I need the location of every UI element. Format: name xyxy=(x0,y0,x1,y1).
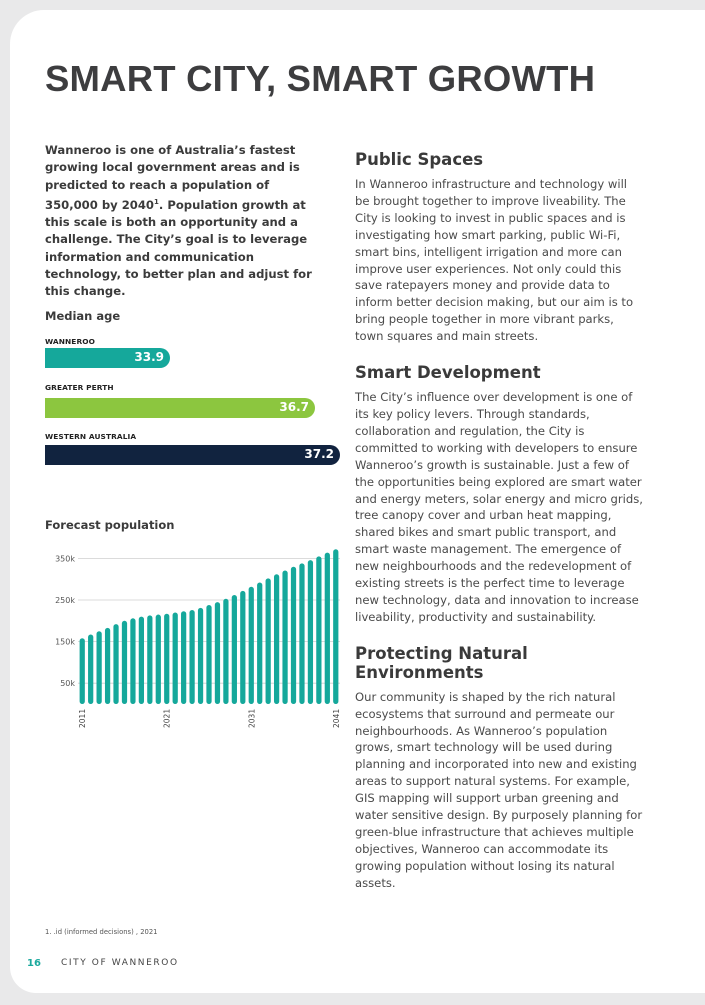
population-bar-2031 xyxy=(249,587,254,704)
population-bar-2018 xyxy=(139,617,144,704)
population-bar-2039 xyxy=(316,556,321,704)
population-bar-2023 xyxy=(181,611,186,704)
bar-value-wanneroo: 33.9 xyxy=(134,350,164,364)
section-protecting-natural-environments xyxy=(355,644,645,892)
section-body: In Wanneroo infrastructure and technology will be brought together to improve liveability. The City is looking to invest in public spaces and is investigating how smart parking, public Wi-Fi, smart bins, intelligent irrigation and more can improve user experiences. Not only could this save ratepayers money and provide data to inform better decision making, but our aim is to bring people together in more vibrant parks, town squares and main streets. xyxy=(355,177,634,344)
population-bar-2033 xyxy=(266,578,271,704)
section-heading: Smart Development xyxy=(355,363,541,383)
population-bar-2026 xyxy=(206,605,211,704)
forecast-population-heading: Forecast population xyxy=(45,518,175,532)
population-bar-2011 xyxy=(80,638,85,704)
population-bar-2020 xyxy=(156,615,161,704)
population-bar-2012 xyxy=(88,635,93,704)
section-heading: Public Spaces xyxy=(355,150,484,169)
population-bar-2021 xyxy=(164,614,169,704)
population-bar-2034 xyxy=(274,574,279,704)
y-tick-label: 150k xyxy=(55,637,75,647)
population-bar-2013 xyxy=(97,631,102,704)
population-bar-2030 xyxy=(240,591,245,704)
population-bar-2040 xyxy=(325,553,330,704)
bar-label-greater-perth: GREATER PERTH xyxy=(45,383,114,392)
population-bar-2027 xyxy=(215,602,220,704)
population-bar-2014 xyxy=(105,628,110,704)
population-bar-2025 xyxy=(198,608,203,704)
bar-western-australia xyxy=(45,445,340,465)
y-tick-label: 250k xyxy=(55,596,75,605)
right-column xyxy=(355,150,645,892)
page-title: SMART CITY, SMART GROWTH xyxy=(45,58,596,99)
page-number: 16 xyxy=(27,958,41,969)
population-bar-2037 xyxy=(299,563,304,704)
intro-text-continued: . Population growth at this scale is both an opportunity and a challenge. The City’s goal is to leverage information and communication technology, to better plan and adjust for this change. xyxy=(45,197,312,299)
x-tick-label: 2041 xyxy=(331,708,341,728)
population-bar-2017 xyxy=(130,618,135,704)
y-tick-label: 50k xyxy=(60,679,75,689)
intro-paragraph xyxy=(45,142,325,301)
population-bar-2038 xyxy=(308,560,313,704)
x-tick-label: 2021 xyxy=(162,708,172,728)
footer-org-name: CITY OF WANNEROO xyxy=(61,958,179,968)
x-tick-label: 2031 xyxy=(247,708,257,728)
population-bar-2029 xyxy=(232,595,237,704)
intro-text: Wanneroo is one of Australia’s fastest growing local government areas and is predicted to reach a population of 350,000 by 2040 xyxy=(45,143,300,212)
median-age-heading: Median age xyxy=(45,309,121,323)
bar-value-greater-perth: 36.7 xyxy=(279,400,309,414)
y-tick-label: 350k xyxy=(55,554,75,564)
bar-label-western-australia: WESTERN AUSTRALIA xyxy=(45,432,137,441)
population-bar-2035 xyxy=(282,570,287,704)
footnote-ref: 1 xyxy=(154,197,159,206)
population-bar-2028 xyxy=(223,599,228,704)
section-public-spaces xyxy=(355,150,645,345)
bar-value-western-australia: 37.2 xyxy=(304,447,334,461)
population-bar-2041 xyxy=(333,549,338,704)
bar-greater-perth xyxy=(45,398,315,418)
population-bar-2036 xyxy=(291,567,296,704)
population-bar-2015 xyxy=(113,624,118,704)
footnote: 1. .id (informed decisions) , 2021 xyxy=(45,928,158,936)
x-tick-label: 2011 xyxy=(78,708,88,728)
section-body: The City’s influence over development is one of its key policy levers. Through standards, collaboration and regulation, the City is committed to working with developers to ensure Wanneroo’s growth is sustainable. Just a few of the opportunities being explored are smart water and energy meters, solar energy and micro grids, tree canopy cover and urban heat mapping, shared bikes and smart public transport, and smart waste management. The emergence of new neighbourhoods and the redevelopment of existing streets is the perfect time to leverage new technology, data and innovation to increase liveability, productivity and sustainability. xyxy=(355,390,643,624)
bar-label-wanneroo: WANNEROO xyxy=(45,337,96,346)
forecast-population-chart xyxy=(40,540,345,740)
bar-wanneroo xyxy=(45,348,170,368)
section-smart-development xyxy=(355,363,645,626)
population-bar-2019 xyxy=(147,615,152,704)
population-bar-2016 xyxy=(122,621,127,704)
population-bar-2022 xyxy=(173,612,178,704)
population-bar-2024 xyxy=(189,610,194,704)
section-heading: Protecting Natural Environments xyxy=(355,643,528,682)
section-body: Our community is shaped by the rich natural ecosystems that surround and permeate our neighbourhoods. As Wanneroo’s population grows, smart technology will be used during planning and incorporated into new and existing areas to support natural systems. For example, GIS mapping will support urban greening and water sensitive design. By purposely planning for green-blue infrastructure that achieves multiple objectives, Wanneroo can accommodate its growing population without losing its natural assets. xyxy=(355,689,643,890)
population-bar-2032 xyxy=(257,583,262,704)
